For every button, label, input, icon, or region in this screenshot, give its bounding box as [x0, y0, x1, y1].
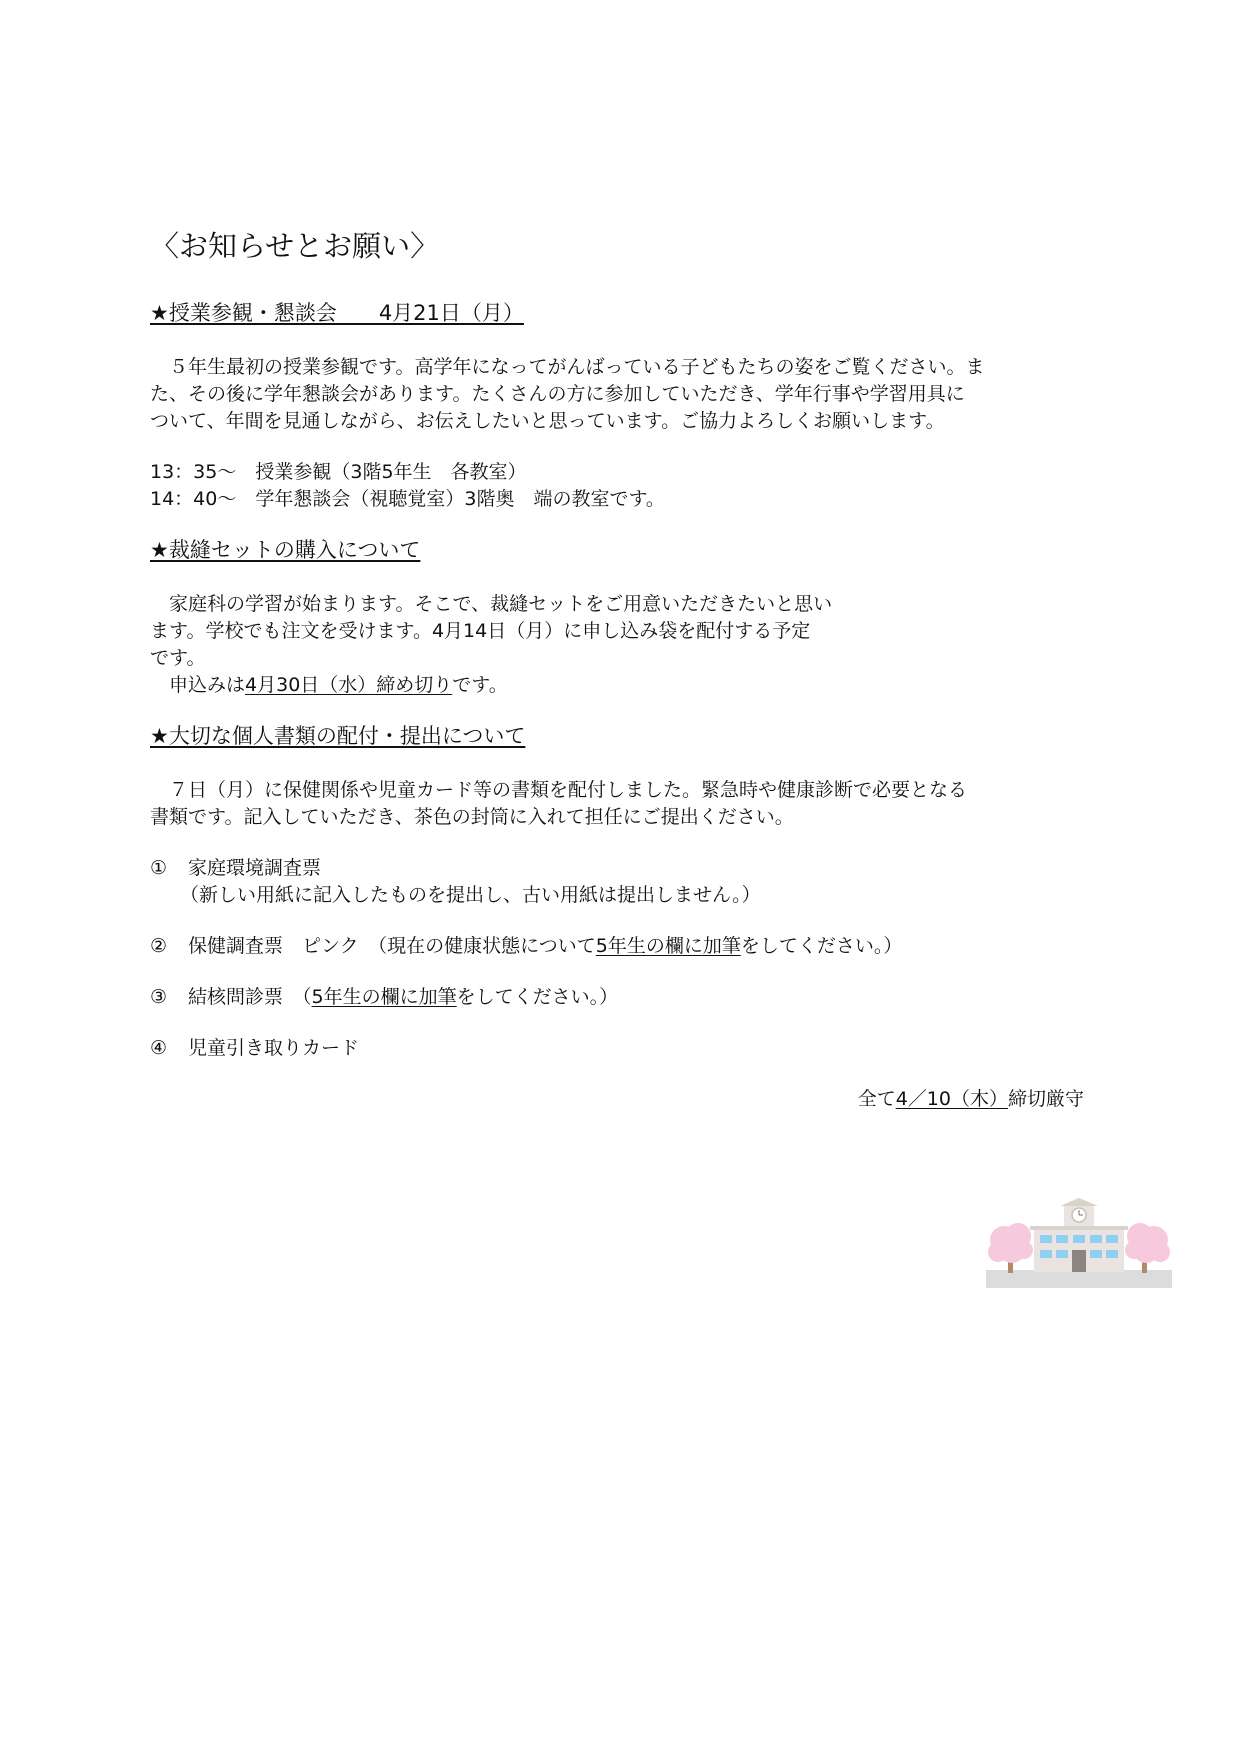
- paragraph-line: ５年生最初の授業参観です。高学年になってがんばっている子どもたちの姿をご覧ください。ま: [150, 356, 985, 378]
- section-sewing-set: [150, 535, 1100, 699]
- final-deadline: [150, 1086, 1084, 1113]
- section-open-class: [150, 298, 1100, 513]
- paragraph-line: です。: [150, 647, 206, 669]
- deadline-prefix: 申込みは: [150, 674, 246, 696]
- deadline-date: 4月30日（水）締め切り: [245, 674, 453, 696]
- tower-roof: [1060, 1198, 1098, 1206]
- cherry-tree-right: [1125, 1223, 1170, 1263]
- list-item-pickup-card: [150, 1035, 1100, 1062]
- document-page: [150, 226, 1100, 1113]
- paragraph-line: ついて、年間を見通しながら、お伝えしたいと思っています。ご協力よろしくお願いします。: [150, 410, 945, 432]
- roof-ledge: [1030, 1226, 1128, 1230]
- door: [1072, 1250, 1086, 1272]
- schedule-line: 14：40～ 学年懇談会（視聴覚室）3階奥 端の教室です。: [150, 488, 665, 510]
- section-heading-open-class: ★授業参観・懇談会 4月21日（月）: [150, 301, 524, 325]
- list-item-health-survey: [150, 933, 1100, 960]
- section-personal-documents: [150, 721, 1100, 1113]
- item-number: ④: [150, 1037, 168, 1059]
- section-heading-sewing-set: ★裁縫セットの購入について: [150, 538, 421, 562]
- schedule-line: 13：35～ 授業参観（3階5年生 各教室）: [150, 461, 527, 483]
- item-text: 結核問診票 （: [188, 986, 312, 1008]
- final-deadline-prefix: 全て: [857, 1088, 896, 1110]
- item-underlined-text: 5年生の欄に加筆: [311, 986, 457, 1008]
- item-underlined-text: 5年生の欄に加筆: [595, 935, 741, 957]
- paragraph-line: 書類です。記入していただき、茶色の封筒に入れて担任にご提出ください。: [150, 806, 794, 828]
- item-text-after: をしてください。）: [456, 986, 619, 1008]
- item-text-after: をしてください。）: [740, 935, 903, 957]
- paragraph-line: ７日（月）に保健関係や児童カード等の書類を配付しました。緊急時や健康診断で必要となる: [150, 779, 968, 801]
- paragraph-line: 家庭科の学習が始まります。そこで、裁縫セットをご用意いただきたいと思い: [150, 593, 833, 615]
- paragraph-line: ます。学校でも注文を受けます。4月14日（月）に申し込み袋を配付する予定: [150, 620, 811, 642]
- document-title: 〈お知らせとお願い〉: [150, 229, 440, 263]
- cherry-tree-left: [988, 1223, 1033, 1263]
- final-deadline-date: 4／10（木）: [895, 1088, 1008, 1110]
- item-text: 児童引き取りカード: [188, 1037, 360, 1059]
- deadline-line: [150, 672, 1100, 699]
- paragraph-line: た、その後に学年懇談会があります。たくさんの方に参加していただき、学年行事や学習用具に: [150, 383, 965, 405]
- item-number: ③: [150, 986, 168, 1008]
- list-item-tb-questionnaire: [150, 984, 1100, 1011]
- item-note: （新しい用紙に記入したものを提出し、古い用紙は提出しません。）: [180, 884, 761, 906]
- final-deadline-suffix: 締切厳守: [1007, 1088, 1084, 1110]
- item-number: ①: [150, 857, 168, 879]
- item-text: 家庭環境調査票: [188, 857, 322, 879]
- item-text: 保健調査票 ピンク （現在の健康状態について: [188, 935, 596, 957]
- section-heading-personal-documents: ★大切な個人書類の配付・提出について: [150, 724, 526, 748]
- item-number: ②: [150, 935, 168, 957]
- deadline-suffix: です。: [452, 674, 508, 696]
- school-building-with-cherry-trees-icon: [986, 1198, 1172, 1288]
- list-item-family-survey: [150, 855, 1100, 882]
- windows-top-row: [1040, 1235, 1118, 1243]
